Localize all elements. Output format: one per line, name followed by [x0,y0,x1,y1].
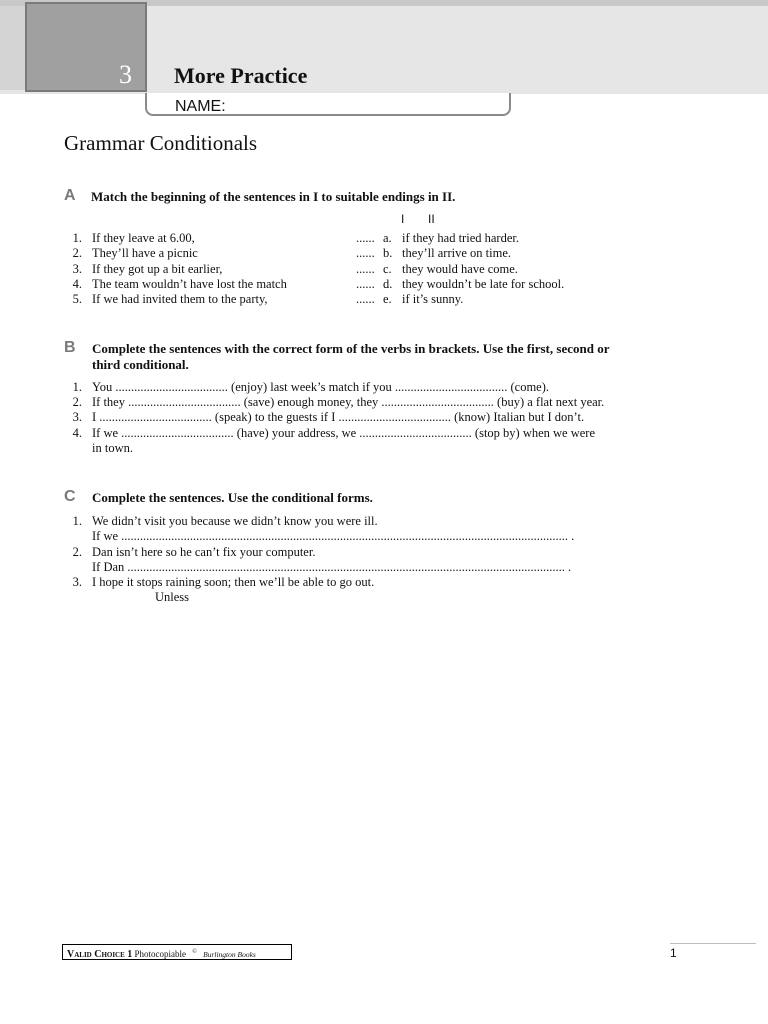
list-item-number: 1. [72,231,82,245]
section-b-instruction-line1: Complete the sentences with the correct form of the verbs in brackets. Use the first, second or [92,341,610,356]
list-item-ending: if they had tried harder. [402,231,519,245]
footer-credit [62,944,292,960]
section-a-letter: A [64,187,76,204]
list-item-prompt: We didn’t visit you because we didn’t know you were ill. [92,514,378,528]
answer-blank[interactable]: ...... [356,231,375,245]
header-side-block [0,6,25,90]
list-item-beginning: If they leave at 6.00, [92,231,195,245]
list-item-text[interactable]: If they .................................... (save) enough money, they .................................... (buy) a flat next year. [92,395,605,409]
answer-line[interactable]: If we ............................................................................................................................................... . [92,529,575,543]
list-item-beginning: They’ll have a picnic [92,246,198,260]
list-item-number: 3. [72,575,82,589]
list-item-number: 2. [72,395,82,409]
page-number-rule [670,943,756,944]
section-c-letter: C [64,488,76,505]
list-item-beginning: If we had invited them to the party, [92,292,268,306]
list-item-number: 1. [72,514,82,528]
answer-blank[interactable]: ...... [356,262,375,276]
list-item-ending: they wouldn’t be late for school. [402,277,565,291]
list-item-number: 3. [72,410,82,424]
column-ii-header: II [428,212,435,226]
name-label: NAME: [175,98,226,115]
list-item-number: 2. [72,545,82,559]
list-item-ending: they’ll arrive on time. [402,246,511,260]
footer-publisher: Burlington Books [203,950,256,959]
list-item-continuation: in town. [92,441,133,455]
column-i-header: I [401,212,405,226]
footer-brand: Valid Choice 1 [67,949,133,960]
list-item-text[interactable]: You .................................... (enjoy) last week’s match if you .................................... (come). [92,380,550,394]
page-title: More Practice [174,63,308,88]
list-item-text[interactable]: I .................................... (speak) to the guests if I .................................... (know) Italian but I don’t. [92,410,585,424]
list-item-prompt: Dan isn’t here so he can’t fix your computer. [92,545,316,559]
answer-blank[interactable]: ...... [356,292,375,306]
ending-letter: d. [383,277,393,291]
footer-photocopiable: Photocopiable [134,949,187,959]
ending-letter: a. [383,231,392,245]
list-item-number: 4. [72,277,82,291]
list-item-ending: if it’s sunny. [402,292,464,306]
ending-letter: e. [383,292,392,306]
section-b-letter: B [64,339,76,356]
page-number: 1 [670,946,677,960]
answer-line[interactable]: If Dan ............................................................................................................................................ . [92,560,572,574]
unit-number: 3 [119,60,132,89]
list-item-number: 3. [72,262,82,276]
list-item-number: 5. [72,292,82,306]
answer-line[interactable]: Unless [155,590,190,604]
list-item-prompt: I hope it stops raining soon; then we’ll be able to go out. [92,575,375,589]
list-item-beginning: If they got up a bit earlier, [92,262,223,276]
ending-letter: c. [383,262,392,276]
section-c-instruction: Complete the sentences. Use the conditional forms. [92,490,373,505]
list-item-number: 4. [72,426,82,440]
list-item-number: 1. [72,380,82,394]
list-item-number: 2. [72,246,82,260]
list-item-ending: they would have come. [402,262,518,276]
list-item-beginning: The team wouldn’t have lost the match [92,277,287,291]
answer-blank[interactable]: ...... [356,246,375,260]
ending-letter: b. [383,246,393,260]
list-item-text[interactable]: If we .................................... (have) your address, we .................................... (stop by) when we were [92,426,596,440]
answer-blank[interactable]: ...... [356,277,375,291]
copyright-symbol: © [192,949,197,955]
section-title: Grammar Conditionals [64,131,258,155]
section-a-instruction: Match the beginning of the sentences in I to suitable endings in II. [91,189,456,204]
section-b-instruction-line2: third conditional. [92,357,189,372]
